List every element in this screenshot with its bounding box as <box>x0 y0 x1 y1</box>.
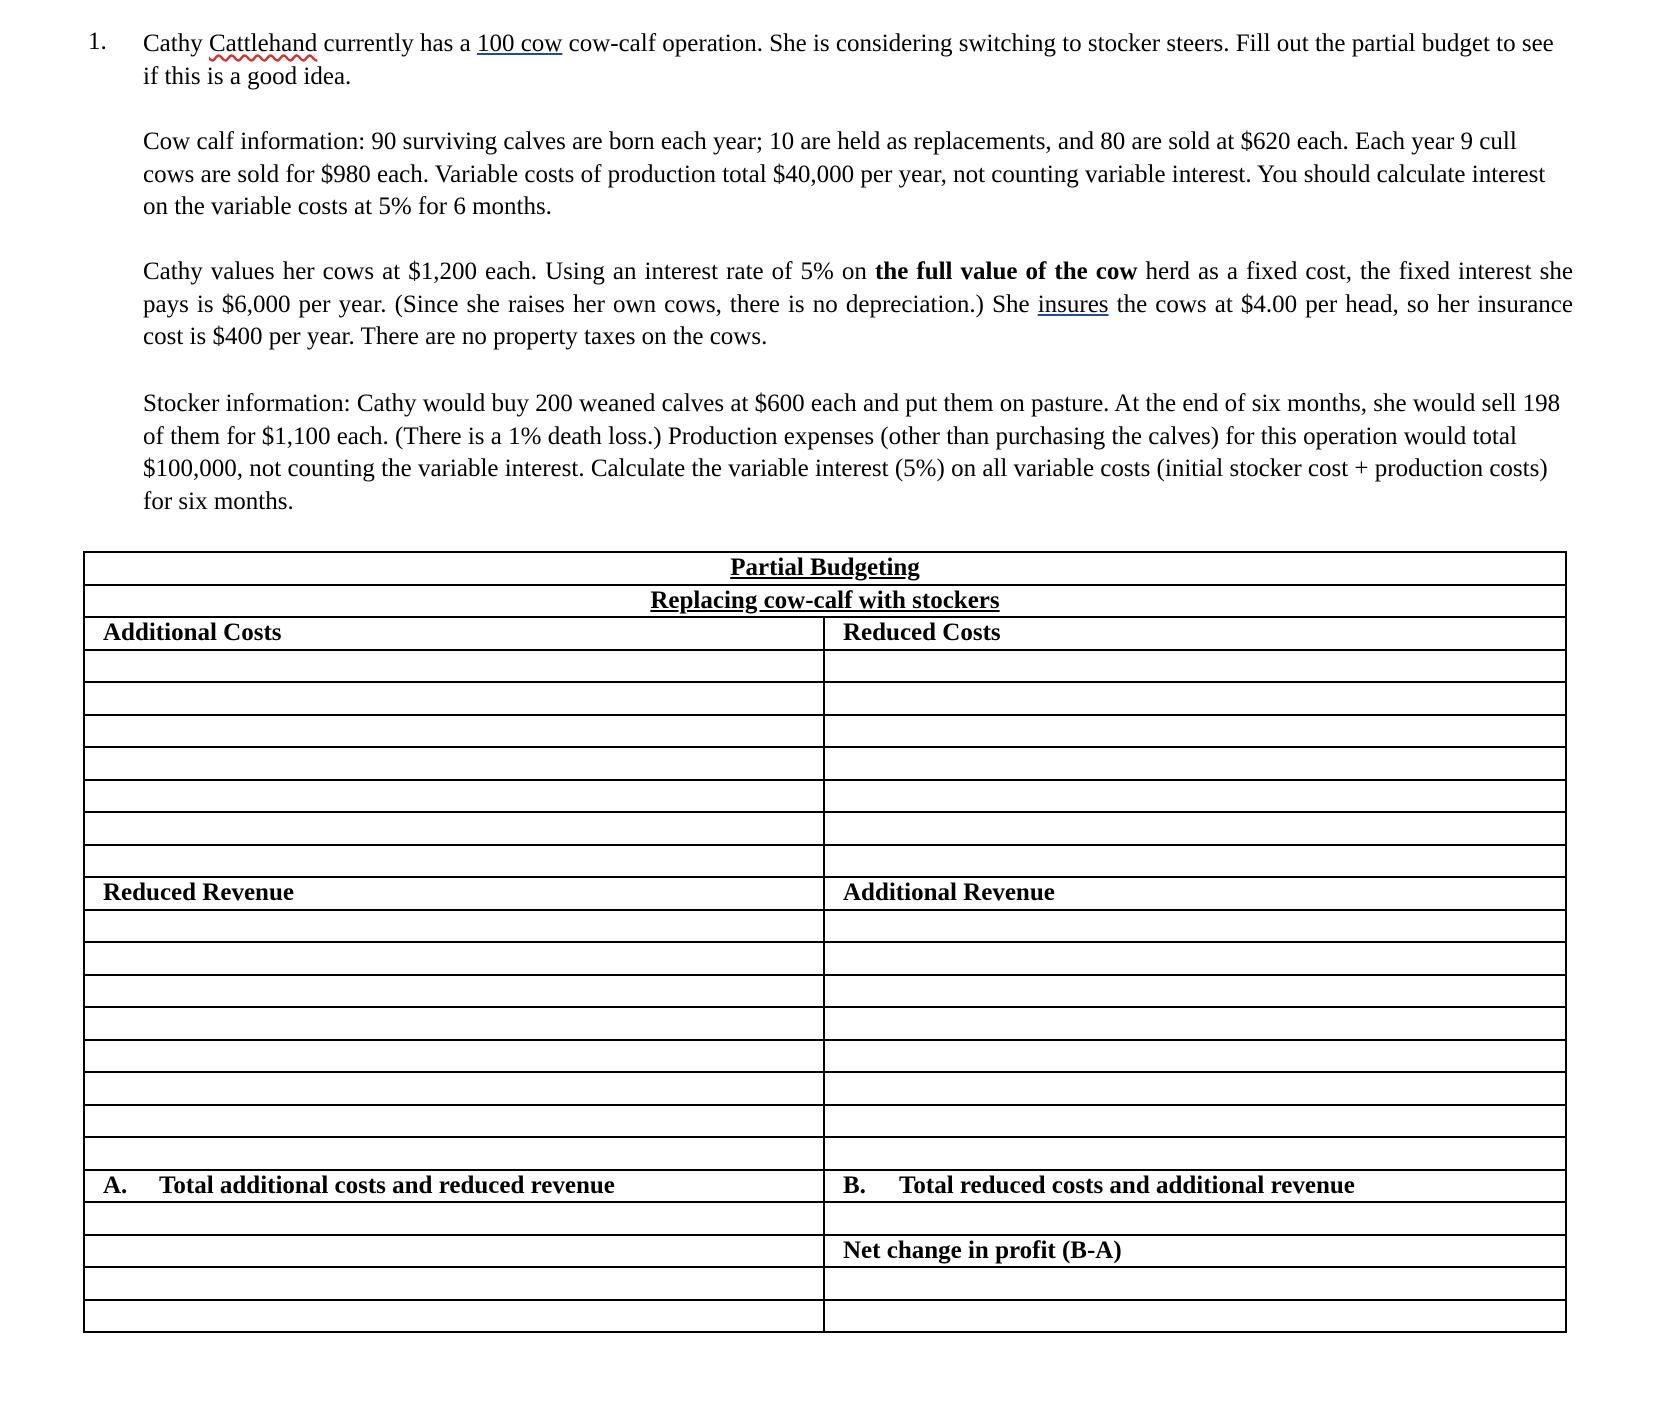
herd-size-link: 100 cow <box>476 30 563 57</box>
blank-cell <box>824 1300 1566 1333</box>
reduced-costs-header: Reduced Costs <box>824 617 1566 650</box>
reduced-revenue-cell[interactable] <box>84 942 824 975</box>
additional-revenue-cell[interactable] <box>824 910 1566 943</box>
reduced-costs-cell[interactable] <box>824 747 1566 780</box>
total-a-label: A. Total additional costs and reduced revenue <box>84 1170 824 1203</box>
reduced-costs-cell[interactable] <box>824 812 1566 845</box>
blank-cell <box>84 1300 824 1333</box>
additional-revenue-cell[interactable] <box>824 1137 1566 1170</box>
additional-revenue-cell[interactable] <box>824 975 1566 1008</box>
additional-revenue-header: Additional Revenue <box>824 877 1566 910</box>
additional-revenue-cell[interactable] <box>824 942 1566 975</box>
insures-link: insures <box>1037 290 1109 318</box>
additional-costs-cell[interactable] <box>84 845 824 878</box>
reduced-revenue-cell[interactable] <box>84 1072 824 1105</box>
budget-subtitle: Replacing cow-calf with stockers <box>84 585 1566 618</box>
cow-calf-info: Cow calf information: 90 surviving calves are born each year; 10 are held as replacements, and 80 are sold at $620 each. Each year 9 cull cows are sold for $980 each. Variable costs of production total $40,000 per year, not counting variable interest. You should calculate interest on the variable costs at 5% for 6 months. <box>143 128 1546 220</box>
reduced-revenue-cell[interactable] <box>84 1137 824 1170</box>
reduced-revenue-cell[interactable] <box>84 1007 824 1040</box>
budget-title: Partial Budgeting <box>84 552 1566 585</box>
reduced-revenue-cell[interactable] <box>84 1105 824 1138</box>
reduced-revenue-header: Reduced Revenue <box>84 877 824 910</box>
reduced-costs-cell[interactable] <box>824 682 1566 715</box>
additional-revenue-cell[interactable] <box>824 1007 1566 1040</box>
cow-value-info: Cathy values her cows at $1,200 each. Using an interest rate of 5% on the full value of the cow herd as a fixed cost, the fixed interest she pays is $6,000 per year. (Since she raises her own cows, there is no depreciation.) She insures the cows at $4.00 per head, so her insurance cost is $400 per year. There are no property taxes on the cows. <box>143 258 1573 350</box>
additional-revenue-cell[interactable] <box>824 1072 1566 1105</box>
net-change-label: Net change in profit (B-A) <box>824 1235 1566 1268</box>
total-b-label: B. Total reduced costs and additional revenue <box>824 1170 1566 1203</box>
reduced-costs-cell[interactable] <box>824 650 1566 683</box>
additional-revenue-cell[interactable] <box>824 1105 1566 1138</box>
additional-costs-cell[interactable] <box>84 780 824 813</box>
total-b-value-cell[interactable] <box>824 1202 1566 1235</box>
spellcheck-word: Cattlehand <box>208 30 318 57</box>
additional-costs-header: Additional Costs <box>84 617 824 650</box>
question-intro: Cathy Cattlehand currently has a 100 cow cow-calf operation. She is considering switching to stocker steers. Fill out the partial budget to see if this is a good idea. <box>143 30 1554 90</box>
reduced-revenue-cell[interactable] <box>84 1040 824 1073</box>
reduced-costs-cell[interactable] <box>824 845 1566 878</box>
blank-cell <box>84 1267 824 1300</box>
reduced-costs-cell[interactable] <box>824 780 1566 813</box>
total-a-value-cell[interactable] <box>84 1202 824 1235</box>
reduced-revenue-cell[interactable] <box>84 975 824 1008</box>
question-number: 1. <box>88 28 107 55</box>
additional-revenue-cell[interactable] <box>824 1040 1566 1073</box>
reduced-revenue-cell[interactable] <box>84 910 824 943</box>
additional-costs-cell[interactable] <box>84 715 824 748</box>
additional-costs-cell[interactable] <box>84 812 824 845</box>
net-change-blank-cell <box>84 1235 824 1268</box>
net-change-value-cell[interactable] <box>824 1267 1566 1300</box>
partial-budget-table <box>83 551 1567 1333</box>
reduced-costs-cell[interactable] <box>824 715 1566 748</box>
additional-costs-cell[interactable] <box>84 747 824 780</box>
additional-costs-cell[interactable] <box>84 650 824 683</box>
additional-costs-cell[interactable] <box>84 682 824 715</box>
stocker-info: Stocker information: Cathy would buy 200 weaned calves at $600 each and put them on pasture. At the end of six months, she would sell 198 of them for $1,100 each. (There is a 1% death loss.) Production expenses (other than purchasing the calves) for this operation would total $100,000, not counting the variable interest. Calculate the variable interest (5%) on all variable costs (initial stocker cost + production costs) for six months. <box>143 390 1561 515</box>
